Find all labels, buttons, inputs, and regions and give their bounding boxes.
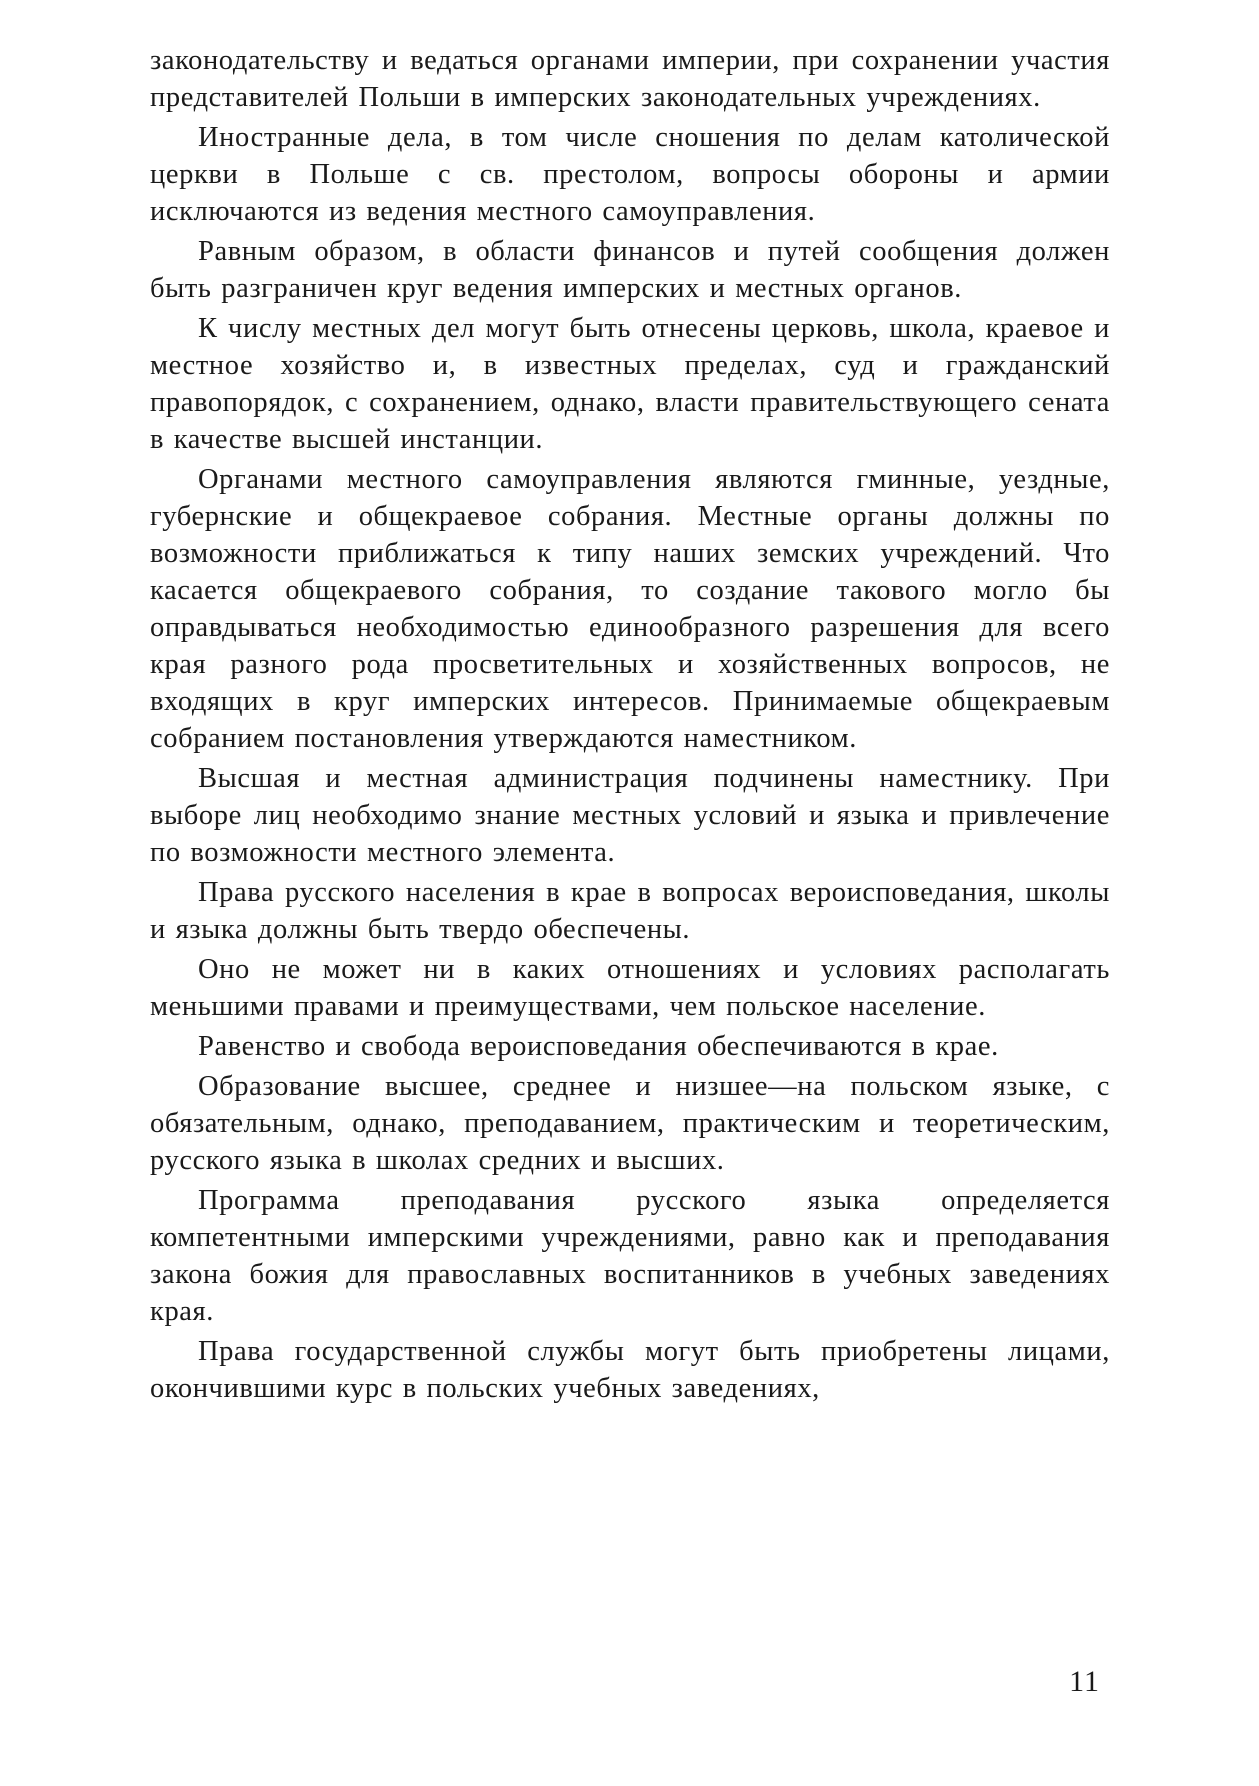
- paragraph-administration: Высшая и местная администрация подчинены наместнику. При выборе лиц необходимо знание местных условий и языка и привлечение по возможности местного элемента.: [150, 763, 1110, 868]
- page-number: 11: [1069, 1665, 1100, 1698]
- paragraph-equal-rights: Оно не может ни в каких отношениях и условиях располагать меньшими правами и преимуществами, чем польское население.: [150, 954, 1110, 1022]
- paragraph-finance: Равным образом, в области финансов и путей сообщения должен быть разграничен круг ведения имперских и местных органов.: [150, 236, 1110, 304]
- paragraph-self-government: Органами местного самоуправления являются гминные, уездные, губернские и общекраевое собрания. Местные органы должны по возможности приближаться к типу наших земских учреждений. Что касается общекраевого собрания, то создание такового могло бы оправдываться необходимостью единообразного разрешения для всего края разного рода просветительных и хозяйственных вопросов, не входящих в круг имперских интересов. Принимаемые общекраевым собранием постановления утверждаются наместником.: [150, 464, 1110, 754]
- paragraph-foreign-affairs: Иностранные дела, в том числе сношения по делам католической церкви в Польше с св. престолом, вопросы обороны и армии исключаются из ведения местного самоуправления.: [150, 122, 1110, 227]
- paragraph-education: Образование высшее, среднее и низшее—на польском языке, с обязательным, однако, преподаванием, практическим и теоретическим, русского языка в школах средних и высших.: [150, 1071, 1110, 1176]
- paragraph-local-affairs: К числу местных дел могут быть отнесены церковь, школа, краевое и местное хозяйство и, в известных пределах, суд и гражданский правопорядок, с сохранением, однако, власти правительствующего сената в качестве высшей инстанции.: [150, 313, 1110, 455]
- paragraph-curriculum: Программа преподавания русского языка определяется компетентными имперскими учреждениями, равно как и преподавания закона божия для православных воспитанников в учебных заведениях края.: [150, 1185, 1110, 1327]
- paragraph-religious-freedom: Равенство и свобода вероисповедания обеспечиваются в крае.: [198, 1031, 999, 1062]
- paragraph-continuation: законодательству и ведаться органами империи, при сохранении участия представителей Польши в имперских законодательных учреждениях.: [150, 45, 1110, 113]
- page-text-body: [150, 42, 1110, 1410]
- paragraph-russian-population: Права русского населения в крае в вопросах вероисповедания, школы и языка должны быть твердо обеспечены.: [150, 877, 1110, 945]
- paragraph-state-service: Права государственной службы могут быть приобретены лицами, окончившими курс в польских учебных заведениях,: [150, 1336, 1110, 1404]
